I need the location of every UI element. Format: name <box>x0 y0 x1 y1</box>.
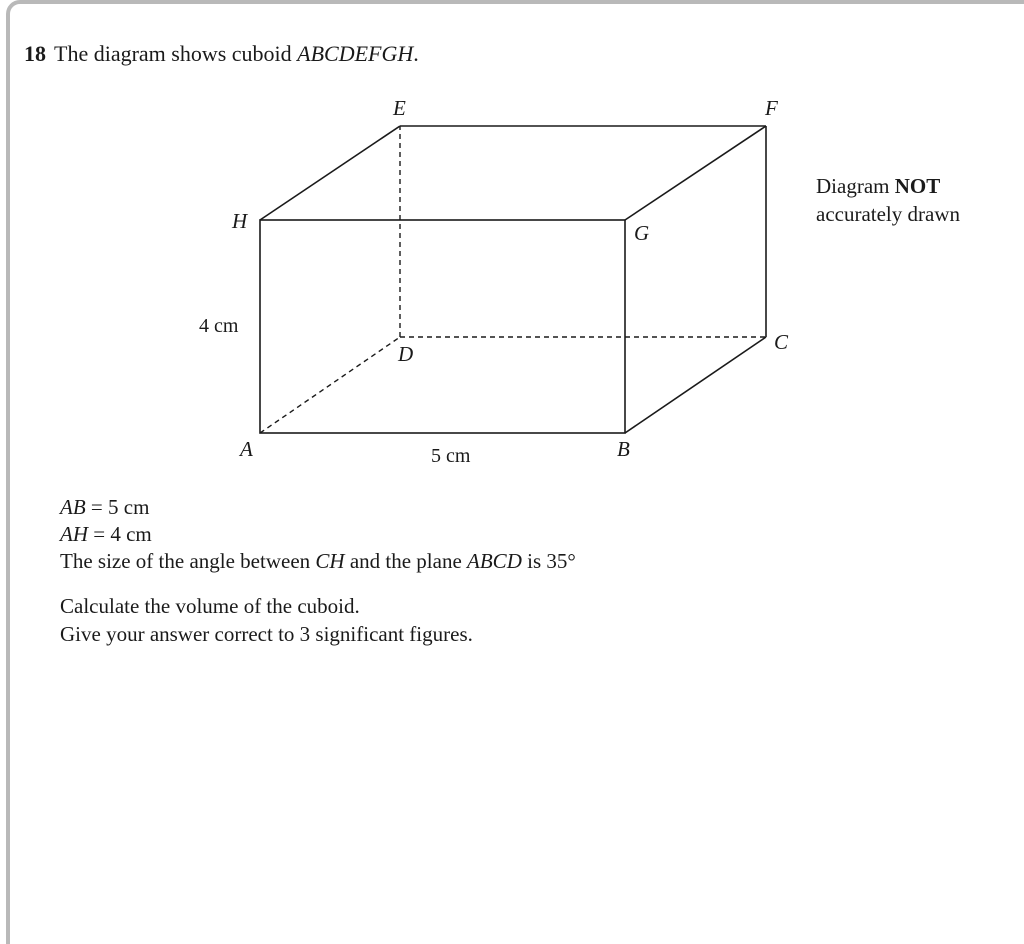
edge-he <box>260 126 400 220</box>
vertex-h-label: H <box>232 209 248 233</box>
task-instructions <box>60 592 473 648</box>
front-face-abgh <box>260 220 625 433</box>
given-ah: AH = 4 cm <box>60 522 152 546</box>
vertex-a-label: A <box>240 437 253 461</box>
given-ab: AB = 5 cm <box>60 495 150 519</box>
vertex-c-label: C <box>774 330 789 354</box>
vertex-f-label: F <box>765 96 778 120</box>
vertex-b-label: B <box>617 437 630 461</box>
question-intro: The diagram shows cuboid <box>54 41 292 66</box>
vertex-e-label: E <box>393 96 406 120</box>
note-emphasis: NOT <box>894 174 941 198</box>
vertex-d-label: D <box>398 342 414 366</box>
edge-bc <box>625 337 766 433</box>
task-line-2: Give your answer correct to 3 significant figures. <box>60 622 473 646</box>
given-information <box>60 494 576 575</box>
length-measure-label: 5 cm <box>431 445 471 467</box>
cuboid-name: ABCDEFGH <box>297 41 414 66</box>
vertex-g-label: G <box>634 221 650 245</box>
edge-ad-hidden <box>260 337 400 433</box>
not-to-scale-note <box>816 172 960 228</box>
question-intro-end: . <box>413 41 419 66</box>
edge-gf <box>625 126 766 220</box>
given-angle: The size of the angle between CH and the plane ABCD is 35° <box>60 549 576 573</box>
task-line-1: Calculate the volume of the cuboid. <box>60 594 360 618</box>
note-line-2: accurately drawn <box>816 202 960 226</box>
height-measure-label: 4 cm <box>199 315 239 337</box>
note-line-1: Diagram NOT <box>816 174 941 198</box>
question-number: 18 <box>24 41 46 66</box>
